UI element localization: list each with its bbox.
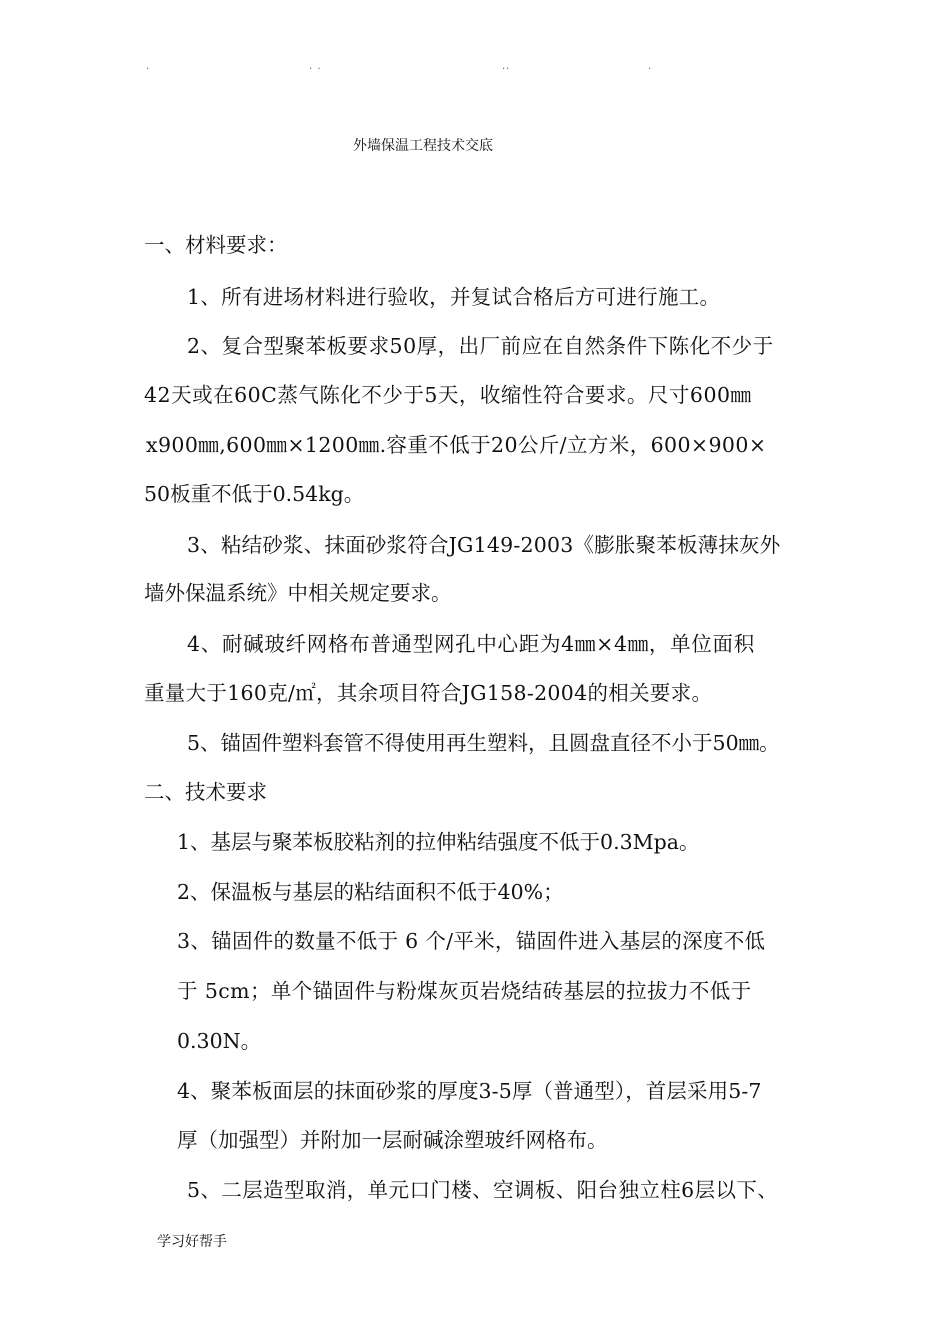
header-dot-3: .. (502, 61, 511, 72)
section-heading-technical: 二、技术要求 (144, 780, 267, 804)
document-title: 外墙保温工程技术交底 (353, 138, 493, 154)
paragraph-line: 墙外保温系统》中相关规定要求。 (144, 581, 452, 605)
paragraph-line: 1、基层与聚苯板胶粘剂的拉伸粘结强度不低于0.3Mpa。 (177, 830, 700, 854)
paragraph-line: 4、耐碱玻纤网格布普通型网孔中心距为4㎜×4㎜，单位面积 (187, 632, 755, 656)
paragraph-line: 3、粘结砂浆、抹面砂浆符合JG149-2003《膨胀聚苯板薄抹灰外 (187, 533, 781, 557)
paragraph-line: 2、复合型聚苯板要求50厚，出厂前应在自然条件下陈化不少于 (187, 334, 774, 358)
paragraph-line: 1、所有进场材料进行验收，并复试合格后方可进行施工。 (187, 285, 721, 309)
paragraph-line: 于 5cm；单个锚固件与粉煤灰页岩烧结砖基层的拉拔力不低于 (177, 979, 752, 1003)
paragraph-line: 2、保温板与基层的粘结面积不低于40%； (177, 880, 564, 904)
paragraph-line: 5、锚固件塑料套管不得使用再生塑料，且圆盘直径不小于50㎜。 (187, 731, 780, 755)
section-heading-materials: 一、材料要求： (144, 233, 288, 257)
paragraph-line: 重量大于160克/㎡，其余项目符合JG158-2004的相关要求。 (144, 681, 713, 705)
paragraph-line: 5、二层造型取消，单元口门楼、空调板、阳台独立柱6层以下、 (187, 1178, 779, 1202)
paragraph-line: x900㎜,600㎜×1200㎜.容重不低于20公斤/立方米，600×900× (146, 433, 767, 457)
paragraph-line: 0.30N。 (177, 1029, 262, 1053)
paragraph-line: 3、锚固件的数量不低于 6 个/平米，锚固件进入基层的深度不低 (177, 929, 766, 953)
paragraph-line: 4、聚苯板面层的抹面砂浆的厚度3-5厚（普通型），首层采用5-7 (177, 1079, 762, 1103)
paragraph-line: 厚（加强型）并附加一层耐碱涂塑玻纤网格布。 (177, 1128, 608, 1152)
paragraph-line: 42天或在60C蒸气陈化不少于5天，收缩性符合要求。尺寸600㎜ (144, 383, 752, 407)
header-dot-1: . (146, 61, 151, 72)
paragraph-line: 50板重不低于0.54kg。 (144, 482, 365, 506)
header-dot-2: . . (309, 61, 322, 72)
header-dot-4: . (648, 61, 653, 72)
page-footer: 学习好帮手 (157, 1234, 227, 1250)
